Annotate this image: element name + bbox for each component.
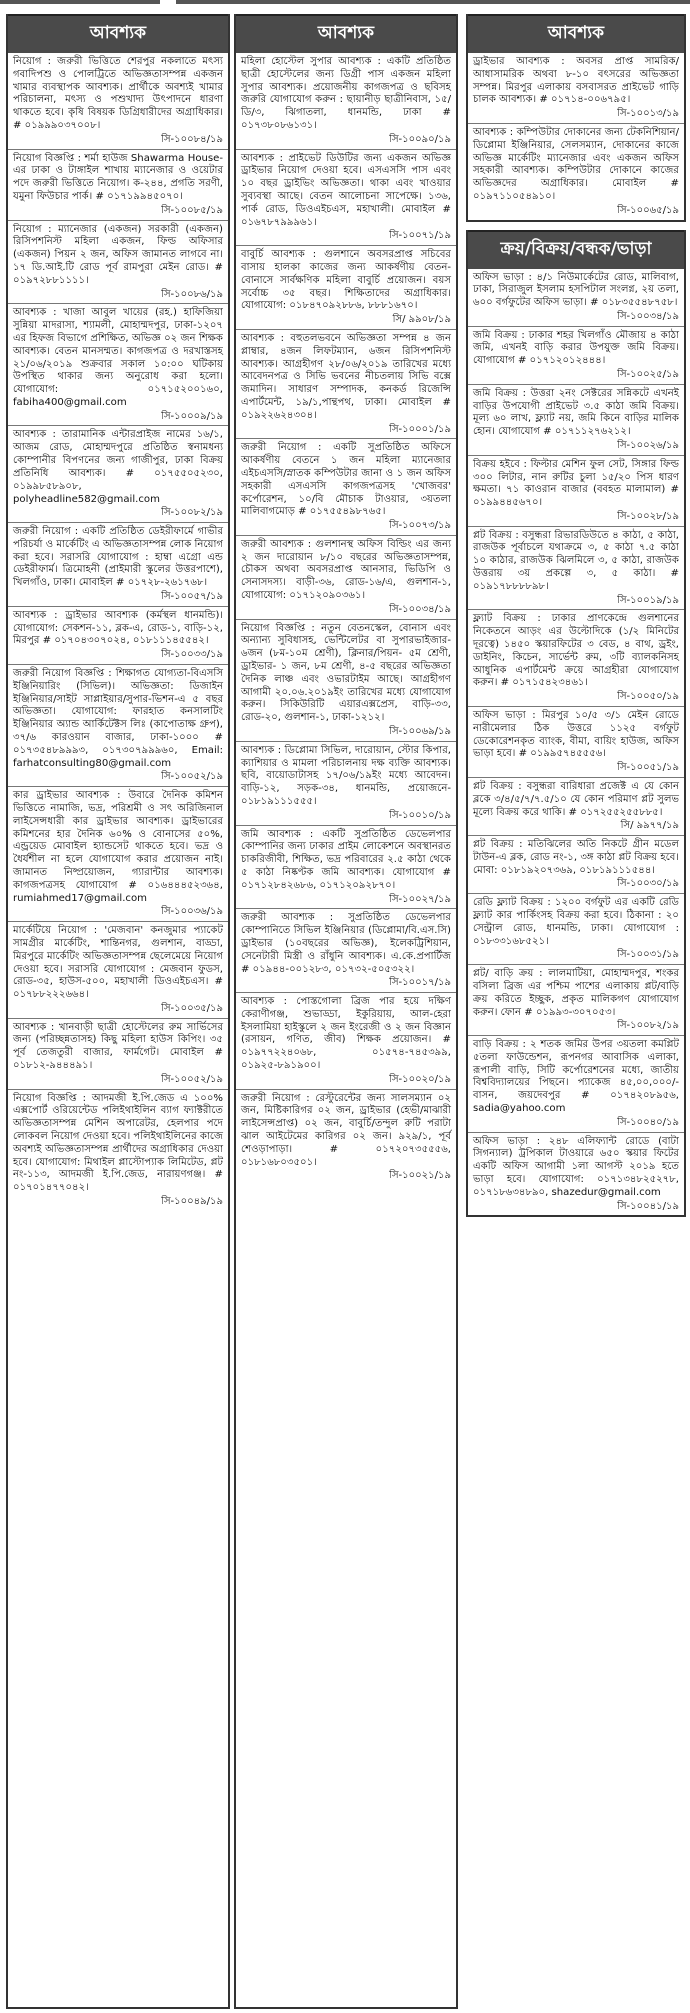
column-heading: ক্রয়/বিক্রয়/বন্ধক/ভাড়া — [468, 230, 684, 269]
classified-ad — [8, 787, 228, 922]
classified-ad — [468, 53, 684, 124]
ad-code: সি-১০০৭১/১৯ — [389, 230, 451, 242]
ad-text: অফিস ভাড়া : ২৪৮ এলিফ্যান্ট রোডে (বাটা সিগন্যাল) ট্রপিকাল টাওয়ারে ৬৫০ স্কয়ার ফিটের একটি অফিস আগামী ১লা আগস্ট ২০১৯ হতে ভাড়া হবে। যোগাযোগ: ০১৭১৩৪৮২৫২৭৮, ০১৭১৮৬৩৪৮৯০, shazedur@gmail.com — [473, 1135, 679, 1198]
classified-ad — [468, 385, 684, 456]
ad-code: সি-১০০৯০/১৯ — [389, 133, 451, 145]
ad-code: সি-১০০৮২/১৯ — [161, 507, 223, 519]
ad-code: সি-১০০৩৫/১৯ — [161, 1002, 223, 1014]
ad-code: সি-১০০১০/১৯ — [389, 809, 451, 821]
ad-text: প্লট বিক্রয় : মতিঝিলের অতি নিকটে গ্রীন মডেল টাউন-এ ব্লক, রোড নং-১, ৩ঙ্গ কাঠা প্লট বিক্রয় হবে। মোবা: ০১৮১৯২০৭৩৬৯, ০১৮১৯১১১৫৪৪। — [473, 839, 679, 876]
ad-text: জরুরী নিয়োগ : একটি সুপ্রতিষ্ঠিত অফিসে আকর্ষণীয় বেতনে ১ জন মহিলা ম্যানেজার এইচএসসি/স্নাতক কম্পিউটার জানা ও ১ জন অফিস সহকারী এসএসসি কাগজপত্রসহ 'খোজবর' কর্পোরেশন, ১০/বি মৌচাক টাওয়ার, ৩য়তলা মালিবাগমোড় # ০১৭৫৫৪৯৮৭৬৫। — [241, 442, 451, 518]
ad-text: নিয়োগ বিজ্ঞপ্তি : নতুন বেতনস্কেল, বোনাস এবং অন্যান্য সুবিধাসহ, ভেন্টিলেটর বা সুপারভাইজার- ৬জন (৮ম-১০ম শ্রেণী), ক্লিনার/পিয়ন- ৫ম শ্রেণী, ড্রাইভার- ১ জন, ৮ম শ্রেণী, ৪-৫ বছরের অভিজ্ঞতা দৈনিক লাঞ্চ এবং ওভারটাইম আছে। আগ্রহীগণ আগামী ২০.০৬.২০১৯ইং তারিখের মধ্যে যোগাযোগ করুন। সিকিউরিটি এয়ারএক্সপ্রেস, বাড়ি-৩৩, রোড-২০, গুলশান-১, ঢাকা-১২১২। — [241, 622, 451, 724]
classified-ad — [468, 965, 684, 1036]
ad-text: বিক্রয় হইবে : ফিল্টার মেশিন ফুল সেট, সিঙ্গার ফিল্ড ৩০০ লিটার, নান রুটির চুলা ১৫/২০ পিস ধারণ ক্ষমতা। ৭১ কাওরান বাজার (ববহত মালামাল) # ০১৯৯৪৪৫৬৭০। — [473, 458, 679, 509]
classified-ad — [8, 426, 228, 523]
classified-ad — [8, 150, 228, 221]
classified-ad — [8, 665, 228, 787]
classified-ad — [236, 330, 456, 439]
classified-ad — [236, 53, 456, 150]
classified-ad — [236, 620, 456, 742]
ad-text: অফিস ভাড়া : মিরপুর ১০/৫ ৩/১ মেইন রোডে নারীমেলার ঠিক উত্তরে ১১২৫ বর্গফুট ডেকোরেশনকৃত ব্যাংক, বীমা, বায়িং হাউজ, অফিস ভাড়া হবে। # ০১৯৯৫৭৪৫৫৫৬। — [473, 709, 679, 760]
ad-code: সি-১০০১৩/১৯ — [617, 108, 679, 120]
ad-text: জরুরী নিয়োগ : রেস্টুরেন্টের জন্য সালসম্যান ০২ জন, মিষ্টিকারিগর ০২ জন, ড্রাইভার (হেভী/মাঝারী লাইসেন্সপ্রাপ্ত) ০২ জন, বাবুর্চি/তন্দুল রুটি পরাটা ঝাল আইটেমের কারিগর ০২ জন। ৯২৯/১, পূর্ব শেওড়াপাড়া। # ০১৭২০৭৩৫৫৫৬, ০১৮১৬৮০৩৫০১। — [241, 1092, 451, 1168]
ad-code: সি/ ৯৯০৮/১৯ — [392, 314, 451, 326]
ad-code: সি-১০০২৫/১৯ — [617, 369, 679, 381]
ad-text: নিয়োগ : ম্যানেজার (একজন) সরকারী (একজন) রিসিপশনিস্ট মহিলা একজন, ফিল্ড অফিসার (একজন) পিয়ন ২ জন, অফিস জামানত লাগবে না। ১৭ ডি.আই.টি রোড পূর্ব রামপুরা মেইন রোড। # ০১৯৭২৮৮১১১১। — [13, 223, 223, 286]
ad-text: নিয়োগ : জরুরী ভিত্তিতে শেরপুর নকলাতে মৎস্য গবাদিপশু ও পোলট্রিতে অভিজ্ঞতাসম্পন্ন একজন খামার ব্যবস্থাপক আবশ্যক। প্রার্থীকে অবশ্যই খামার পরিচালনা, মৎস্য ও পশুখাদ্য উৎপাদনে ধারণা থাকতে হবে। কৃষি বিষয়ক ডিগ্রিধারীদের অগ্রাধিকার। # ০১৯৯৯০৩৭০০৮। — [13, 56, 223, 132]
classified-ad — [468, 1133, 684, 1216]
ad-code: সি-১০০৫১/১৯ — [617, 762, 679, 774]
classified-ad — [468, 707, 684, 778]
ad-code: সি-১০০২১/১৯ — [389, 1170, 451, 1182]
ad-code: সি-১০০৩৪/১৯ — [617, 310, 679, 322]
ad-text: আবশ্যক : ড্রাইভার আবশ্যক (কর্মস্থল ধানমন্ডি)। যোগাযোগ: সেকশন-১১, ব্লক-এ, রোড-১, বাড়ি-১২, মিরপুর # ০১৭০৪৩০৭০২৪, ০১৮১১১৪৫৫৪২। — [13, 609, 223, 647]
ad-text: জরুরী আবশ্যক : গুলশানস্থ অফিস বিল্ডিং এর জন্য ২ জন দারোয়ান ৮/১০ বছরের অভিজ্ঞতাসম্পন্ন, চৌকস অথবা অবসরপ্রাপ্ত আনসার, ভিডিপি ও সেনাসদস্য। বাড়ী-৩৬, রোড-১৬/এ, গুলশান-১, যোগাযোগ: ০১৭১২০৯০৩৬১। — [241, 538, 451, 602]
ad-code: সি-১০০৫২/১৯ — [161, 771, 223, 783]
ad-code: সি-১০০৮৫/১৯ — [161, 204, 223, 216]
ad-text: নিয়োগ বিজ্ঞপ্তি : শর্মা হাউজ Shawarma House-এর ঢাকা ও টাঙ্গাইল শাখায় ম্যানেজার ও ওয়েটার পদে জরুরী ভিত্তিতে নিয়োগ। ক-২৪৪, প্রগতি সরণী, যমুনা ফিউচার পার্ক। # ০১৭১৯৯৪৫০৭০। — [13, 152, 223, 202]
ad-list — [236, 53, 456, 1185]
ad-text: আবশ্যক : প্রাইভেট ডিউটির জন্য একজন অভিজ্ঞ ড্রাইভার নিয়োগ দেওয়া হবে। এসএসসি পাস এবং ১০ বছর ড্রাইভিং অভিজ্ঞতা। থাকা এবং খাওয়ার সুব্যবস্থা আছে। বেতন আলোচনা সাপেক্ষে। ১৩৬, পার্ক রোড, ডিওএইচএস, মহাখালী। মোবাইল # ০১৬৭৮৭৯৯৯৬১। — [241, 152, 451, 228]
ad-text: প্লট বিক্রয় : বসুন্ধরা বারিধারা প্রজেক্ট এ যে কোন ব্লকে ৩/৪/৫/৭/৭.৫/১০ যে কোন পরিমাণ প্লট সুলভ মূল্যে বিক্রয় করে থাকি। # ০১৭২৫৫২৫৫৮৮৫। — [473, 780, 679, 818]
ad-list — [468, 269, 684, 1216]
ad-text: বাবুর্চি আবশ্যক : গুলশানে অবসরপ্রাপ্ত সচিবের বাসায় হালকা কাজের জন্য আকর্ষণীয় বেতন-বোনাসে সার্বক্ষণিক মহিলা বাবুর্চি প্রয়োজন। বয়স সর্বোচ্চ ৩৫ বছর। শিক্ষিতাদের অগ্রাধিকার। যোগাযোগ: ০১৮৪৭০৯২৮৮৬, ৮৮৮১৬৭০। — [241, 249, 451, 312]
ad-text: ফ্ল্যাট বিক্রয় : ঢাকার প্রাণকেন্দ্রে গুলশানের নিকেতনে আড়ং এর উল্টোদিকে (১/২ মিনিটের দূরত্বে) ১৪৫০ স্কয়ারফিটের ৩ বেড, ৪ বাথ, ড্রইং, ডাইনিং, কিচেন, সার্ভেন্ট রুম, ৩টি ব্যালকনিসহ আধুনিক এপার্টমেন্ট ক্রয়ে আগ্রহীরা যোগাযোগ করুন। # ০১৭১৫৪২৩৪৬১। — [473, 613, 679, 689]
classified-ad — [468, 456, 684, 527]
ad-text: জরুরী নিয়োগ : একটি প্রতিষ্ঠিত ডেইরীফার্মে গাভীর পরিচর্যা ও মার্কেটিং এ অভিজ্ঞতাসম্পন্ন লোক নিয়োগ করা হবে। সরাসরি যোগাযোগ : হাম্বা এগ্রো এন্ড ডেইরীফার্ম। ত্রিমোহনী (প্রাইমারী স্কুলের উত্তরপাশে), খিলগাঁও, ঢাকা। মোবাইল # ০১৭২৮-২৬১৭৬৮। — [13, 526, 223, 589]
classified-ad — [468, 894, 684, 965]
ad-code: সি-১০০২০/১৯ — [389, 1073, 451, 1085]
ad-list — [8, 53, 228, 1211]
classified-ad — [236, 993, 456, 1090]
ad-text: আবশ্যক : খাজা আবুল খায়ের (রহ.) হাফিজিয়া সুন্নিয়া মাদরাসা, শ্যামলী, মোহাম্মদপুর, ঢাকা-১২০৭ এর হিফজ বিভাগে প্রশিক্ষিত, অভিজ্ঞ ০২ জন শিক্ষক আবশ্যক। বেতন মানসম্মত। কাগজপত্র ও দরখাস্তসহ ২১/০৬/২০১৯ শুক্রবার সকাল ১০:০০ ঘটিকায় উপস্থিত থাকার জন্য অনুরোধ করা হলো। যোগাযোগ: ০১৭১৫২০০১৬০, fabiha400@gmail.com — [13, 307, 223, 408]
ad-text: প্লট বিক্রয় : বসুন্ধরা রিভারডিউতে ৪ কাঠা, ৫ কাঠা, রাজউক পূর্বাচলে যথাক্রমে ৩, ৫ কাঠা ৭.৫ কাঠা ১০ কাঠার, রাজউক ঝিলমিলে ৩, ৫ কাঠা, রাজউক উত্তরায় ৩য় প্রকল্পে ৩, ৫ কাঠা। # ০১৯১৭৮৮৮৮৯৮। — [473, 529, 679, 592]
classified-ad — [468, 1036, 684, 1133]
ad-code: সি-১০০৮২/১৯ — [617, 1020, 679, 1032]
classified-ad — [8, 607, 228, 665]
ad-text: অফিস ভাড়া : ৪/১ নিউমার্কেটের রোড, মালিবাগ, ঢাকা, সিরাজুল ইসলাম হসপিটাল সংলগ্ন, ২য় তলা, ৬০০ বর্গফুটের অফিস ভাড়া। # ০১৮৩৫৫৪৮৭৫৮। — [473, 271, 679, 309]
ad-code: সি-১০০২৬/১৯ — [617, 440, 679, 451]
ad-code: সি-১০০৫০/১৯ — [617, 691, 679, 703]
classified-ad — [8, 304, 228, 426]
column-heading: আবশ্যক — [236, 14, 456, 53]
classified-ad — [468, 610, 684, 707]
column-3-buy-sell-box — [466, 230, 686, 1218]
ad-text: বাড়ি বিক্রয় : ২ শতক জমির উপর ৩য়তলা কমপ্লিট ৫তলা ফাউন্ডেশন, রূপনগর আবাসিক এলাকা, রূপালী বাড়ি, সিটি কর্পোরেশনের মধ্যে, জাতীয় বিশ্ববিদ্যালয়ের পিছনে। প্যাকেজ ৪৫,০০,০০০/- বাসন, জয়দেবপুর # ০১৭৪২০৮৯৫৬, sadia@yahoo.com — [473, 1039, 679, 1115]
top-strip — [0, 0, 690, 6]
ad-code: সি-১০০২৭/১৯ — [389, 893, 451, 905]
ad-code: সি-১০০৬৯/১৯ — [389, 726, 451, 738]
classified-ad — [236, 246, 456, 330]
ad-text: আবশ্যক : ডিপ্লোমা সিভিল, দারোয়ান, স্টোর কিপার, ক্যাশিয়ার ও মামলা পরিচালনায় দক্ষ ব্যক্তি আবশ্যক। ছবি, বায়োডাটাসহ ১৭/০৬/১৯ইং মধ্যে আবেদন। বাড়ি-১২, সড়ক-৩৪, ধানমন্ডি, প্রয়োজনে- ০১৮১৯১১১৫৫৫। — [241, 744, 451, 807]
classified-ad — [468, 836, 684, 894]
ad-code: সি-১০০০১/১৯ — [389, 423, 451, 435]
classified-ad — [236, 909, 456, 993]
top-rule-right — [176, 0, 690, 4]
classified-ad — [8, 53, 228, 150]
ad-text: জরুরী নিয়োগ বিজ্ঞপ্তি : শিক্ষাগত যোগ্যতা-বিএসসি ইঞ্জিনিয়ারিং (সিভিল)। অভিজ্ঞতা: ডিজাইন ইঞ্জিনিয়ার/সাইট সাপ্লাইয়ার/সুপার-ভিশন-এ ৫ বছর অভিজ্ঞতা। যোগাযোগ: ফারহাত কনসালটিং ইঞ্জিনিয়ার অ্যান্ড আর্কিটেক্টস লিঃ (কাপোতাক্ষ গ্রুপ), ৩৭/৬ কারওয়ান বাজার, ঢাকা-১০০০ # ০১৭৩৫৪৮৯৯৯৩, ০১৭৩০৭৯৯৯৬০, Email: farhatconsulting80@gmail.com — [13, 667, 223, 769]
ad-text: আবশ্যক : কম্পিউটার দোকানের জন্য টেকনিশিয়ান/ডিপ্লোমা ইঞ্জিনিয়ার, সেলসম্যান, দোকানের কাজে অভিজ্ঞ মার্কেটিং ম্যানেজার এবং একজন অফিস সহকারী আবশ্যক। কম্পিউটার দোকানে কাজের অভিজ্ঞদের অগ্রাধিকার। মোবাইল # ০১৯৭১১০৫৪৯১০। — [473, 126, 679, 202]
ad-text: আবশ্যক : খানবাড়ী ছাত্রী হোস্টেলের রুম সার্ভিসের জন্য (পরিচ্ছন্নতাসহ) কিছু মহিলা হাউস কিপিং। ৩৫ পূর্ব তেজতুরী বাজার, ফার্মগেট। মোবাইল # ০১৮১২-৯৪৪৪৯১। — [13, 1021, 223, 1072]
ad-code: সি-১০০১৭/১৯ — [389, 977, 451, 989]
ad-code: সি/ ৯৯৭৭/১৯ — [620, 820, 679, 832]
ad-text: রেডি ফ্ল্যাট বিক্রয় : ১২০০ বর্গফুট এর একটি রেডি ফ্ল্যাট কার পার্কিংসহ বিক্রয় করা হবে। ঠিকানা : ২০ সেন্ট্রাল রোড, ধানমন্ডি, ঢাকা। যোগাযোগ : ০১৮৩৩১৬৮৫২১। — [473, 897, 679, 947]
ad-code: সি-১০০৪১/১৯ — [617, 1200, 679, 1212]
classified-ad — [236, 439, 456, 536]
classified-ad — [8, 1090, 228, 1211]
column-heading: আবশ্যক — [468, 14, 684, 53]
ad-code: সি-১০০৮৬/১৯ — [161, 288, 223, 300]
classified-ad — [468, 269, 684, 327]
ad-list — [468, 53, 684, 220]
classified-ad — [236, 826, 456, 910]
column-2 — [234, 14, 458, 2009]
ad-code: সি-১০০৭৩/১৯ — [389, 520, 451, 532]
ad-code: সি-১০০৫৭/১৯ — [161, 591, 223, 603]
classified-ad — [236, 742, 456, 826]
ad-code: সি-১০০৩৪/১৯ — [389, 603, 451, 615]
classified-ad — [236, 1090, 456, 1186]
ad-text: আবশ্যক : তারামানিক এন্টারপ্রাইজ নামের ১৬/১, আজম রোড, মোহাম্মদপুরে প্রতিষ্ঠিত স্বনামধন্য কোম্পানীর বিপণনের জন্য গাজীপুর, ঢাকা বিক্রয় প্রতিনিধি আবশ্যক। # ০১৭৫৫০৫২৩০, ০১৯৯৮৫৮৯০৮, polyheadline582@gmail.com — [13, 429, 223, 505]
ad-code: সি-১০০৪৯/১৯ — [161, 1196, 223, 1208]
classified-ad — [8, 1019, 228, 1090]
classified-ad — [8, 523, 228, 607]
classified-ad — [8, 922, 228, 1019]
ad-code: সি-১০০৩০/১৯ — [617, 878, 679, 890]
ad-code: সি-১০০০৯/১৯ — [161, 410, 223, 422]
ad-code: সি-১০০৩৩/১৯ — [161, 649, 223, 661]
classified-ad — [236, 536, 456, 620]
column-heading: আবশ্যক — [8, 14, 228, 53]
ad-code: সি-১০০৬৫/১৯ — [617, 204, 679, 216]
column-1 — [6, 14, 230, 2009]
classified-ad — [468, 327, 684, 385]
ad-text: কার ড্রাইভার আবশ্যক : উবারে দৈনিক কমিশন ভিত্তিতে নামাজি, ভদ্র, পরিশ্রমী ও সৎ অরিজিনাল লাইসেন্সধারী কার ড্রাইভার আবশ্যক। ড্রাইভারের কমিশনের হার দৈনিক ৬০% ও বোনাসের ৫০%, এন্ড্রয়েড মোবাইল হ্যান্ডসেট থাকতে হবে। ভদ্র ও ধৈর্যশীল না হলে যোগাযোগ করার প্রয়োজন নাই। জামানত নিষ্প্রয়োজন, গ্যারান্টার আবশ্যক। কাগজপত্রসহ যোগাযোগ # ০১৬৪৪৪৫২৩৬৪, rumiahmed17@gmail.com — [13, 790, 223, 904]
ad-text: নিয়োগ বিজ্ঞপ্তি : আদমজী ই.পি.জেড এ ১০০% এক্সপোর্ট ওরিয়েন্টেড পলিইথাইলিন ব্যাগ ফ্যাক্টরীতে অভিজ্ঞতাসম্পন্ন মেশিন অপারেটর, হেলপার পদে লোকবল নিয়োগ দেওয়া হবে। পলিইথাইলিনের কাজে অবশ্যই অভিজ্ঞতাসম্পন্ন প্রার্থীদের অগ্রাধিকার দেওয়া হবে। যোগাযোগ: মিথাইল প্লাস্টোপ্যাক লিমিটেড, প্লট নং-১১৩, আদমজী ই.পি.জেড, নারায়ণগঞ্জ। # ০১৭০১৪৭৭০৪২। — [13, 1092, 223, 1194]
column-3-wanted-box — [466, 14, 686, 222]
ad-text: আবশ্যক : বহুতলভবনে অভিজ্ঞতা সম্পন্ন ৪ জন প্লাম্বার, ৪জন লিফটম্যান, ৬জন রিসিপশনিস্ট আবশ্যক। আগ্রহীগণ ২৮/০৬/২০১৯ তারিখের মধ্যে আবেদনপত্র ও সিভি ভবনের নীচতলায় সিভি বক্সে জমাদিন। সাধারণ সম্পাদক, কনকর্ড রিজেন্সি এপার্টমেন্ট, ১৯/১,পান্থপথ, ঢাকা। মোবাইল # ০১৯২২৬২৪৩০৪। — [241, 332, 451, 421]
ad-code: সি-১০০৩৬/১৯ — [161, 906, 223, 918]
ad-text: মার্কেটিয়ে নিয়োগ : 'মেজবান' কনজুমার প্যাকেট সামগ্রীর মার্কেটিং, শান্তিনগর, গুলশান, বাড্ডা, মিরপুরে মার্কেটিং অভিজ্ঞতাসম্পন্ন ছেলেমেয়ে নিয়োগ দেওয়া হবে। সরাসরি যোগাযোগ : মেজবান ফুডস, রোড-৩৫, হাউস-৫০০, মহাখালী ডিওএইচএস। # ০১৭৮৮২২২৬৬৪। — [13, 925, 223, 1001]
ad-code: সি-১০০৮৪/১৯ — [161, 133, 223, 145]
ad-text: জমি আবশ্যক : একটি সুপ্রতিষ্ঠিত ডেভেলপার কোম্পানির জন্য ঢাকার প্রাইম লোকেশনে অবস্থানরত চাকরিজীবী, শিক্ষিত, ভদ্র পরিবারের ২.৫ কাঠা থেকে ৫ কাঠা নিষ্কণ্টক জমি আবশ্যক। যোগাযোগ # ০১৭১২৮৪২৬৮৬, ০১৭১২০৯২৮৭০। — [241, 828, 451, 891]
ad-code: সি-১০০১৯/১৯ — [617, 594, 679, 606]
ad-text: প্লট/ বাড়ি ক্রয় : লালমাটিয়া, মোহাম্মদপুর, শংকর বসিলা ব্রিজ এর পশ্চিম পাশের এলাকায় প্লট/বাড়ি ক্রয় করিতে ইচ্ছুক, প্রকৃত মালিকগণ যোগাযোগ করুন। ফোন # ০১৯৯৩-৩০৭০৫৩। — [473, 968, 679, 1018]
top-rule-left — [0, 0, 160, 4]
column-3 — [466, 14, 686, 2009]
classified-ad — [468, 527, 684, 611]
classified-ad — [236, 150, 456, 247]
ad-code: সি-১০০৫২/১৯ — [161, 1073, 223, 1085]
ad-code: সি-১০০৪০/১৯ — [617, 1116, 679, 1128]
ad-text: আবশ্যক : পোস্তগোলা ব্রিজ পার হয়ে দক্ষিণ কেরাণীগঞ্জ, শুভাড্ডা, ইকুরিয়ায়, আল-হেরা ইসলামিয়া হাইস্কুলে ২ জন ইংরেজী ও ২ জন বিজ্ঞান (রসায়ন, গণিত, জীব) শিক্ষক প্রয়োজন। # ০১৯৭৭২২৪০৬৮, ০১৫৭৪-৭৪৫৩৯৯, ০১৯২৫-৮৯১৯০০। — [241, 996, 451, 1072]
classified-ad — [8, 221, 228, 305]
ad-text: জমি বিক্রয় : উত্তরা ২নং সেক্টরের সন্নিকটে এখনই বাড়ির উপযোগী প্রাইভেট ৩.৫ কাঠা জমি বিক্রয়। মূল্য ৬০ লাখ, ফ্ল্যাট নয়, জমি কিনে বাড়ির মালিক হোন। যোগাযোগ # ০১৭১১২৭৬২১২। — [473, 387, 679, 438]
ad-code: সি-১০০২৮/১৯ — [617, 510, 679, 522]
ad-code: সি-১০০৩১/১৯ — [617, 949, 679, 961]
classified-ad — [468, 124, 684, 220]
ad-text: জরুরী আবশ্যক : সুপ্রতিষ্ঠিত ডেভেলপার কোম্পানিতে সিভিল ইঞ্জিনিয়ার (ডিপ্লোমা/বি.এস.সি) ড্রাইভার (১০বছরের অভিজ্ঞ), ইলেকট্রিশিয়ান, সেনেটারী মিস্ত্রী ও রাঁধুনি আবশ্যক। এ.কে.প্রপার্টিজ # ০১৯৪৪-০০১২৮৩, ০১৭৩২-৫০৫৩২২। — [241, 912, 451, 975]
ad-text: মহিলা হোস্টেল সুপার আবশ্যক : একটি প্রতিষ্ঠিত ছাত্রী হোস্টেলের জন্য ডিগ্রী পাস একজন মহিলা সুপার আবশ্যক। প্রয়োজনীয় কাগজপত্র ও ছবিসহ জরুরি যোগাযোগ করুন : ছায়ানীড় ছাত্রীনিবাস, ১৫/ডি/৩, ঝিগাতলা, ধানমন্ডি, ঢাকা # ০১৭৩৮০৮৬১৩১। — [241, 56, 451, 132]
ad-text: জমি বিক্রয় : ঢাকার শহর খিলগাঁও মৌজায় ৪ কাঠা জমি, এখনই বাড়ি করার উপযুক্ত জমি বিক্রয়। যোগাযোগ # ০১৭১২০১২৪৪৪। — [473, 329, 679, 367]
ad-text: ড্রাইভার আবশ্যক : অবসর প্রাপ্ত সামরিক/আধাসামরিক অথবা ৮-১০ বৎসরের অভিজ্ঞতা সম্পন্ন। মিরপুর এলাকায় বসবাসরত প্রাইভেট গাড়ি চালক আবশ্যক। # ০১৭১৪-০০৬৭৯৫। — [473, 56, 679, 106]
classified-ad — [468, 778, 684, 836]
